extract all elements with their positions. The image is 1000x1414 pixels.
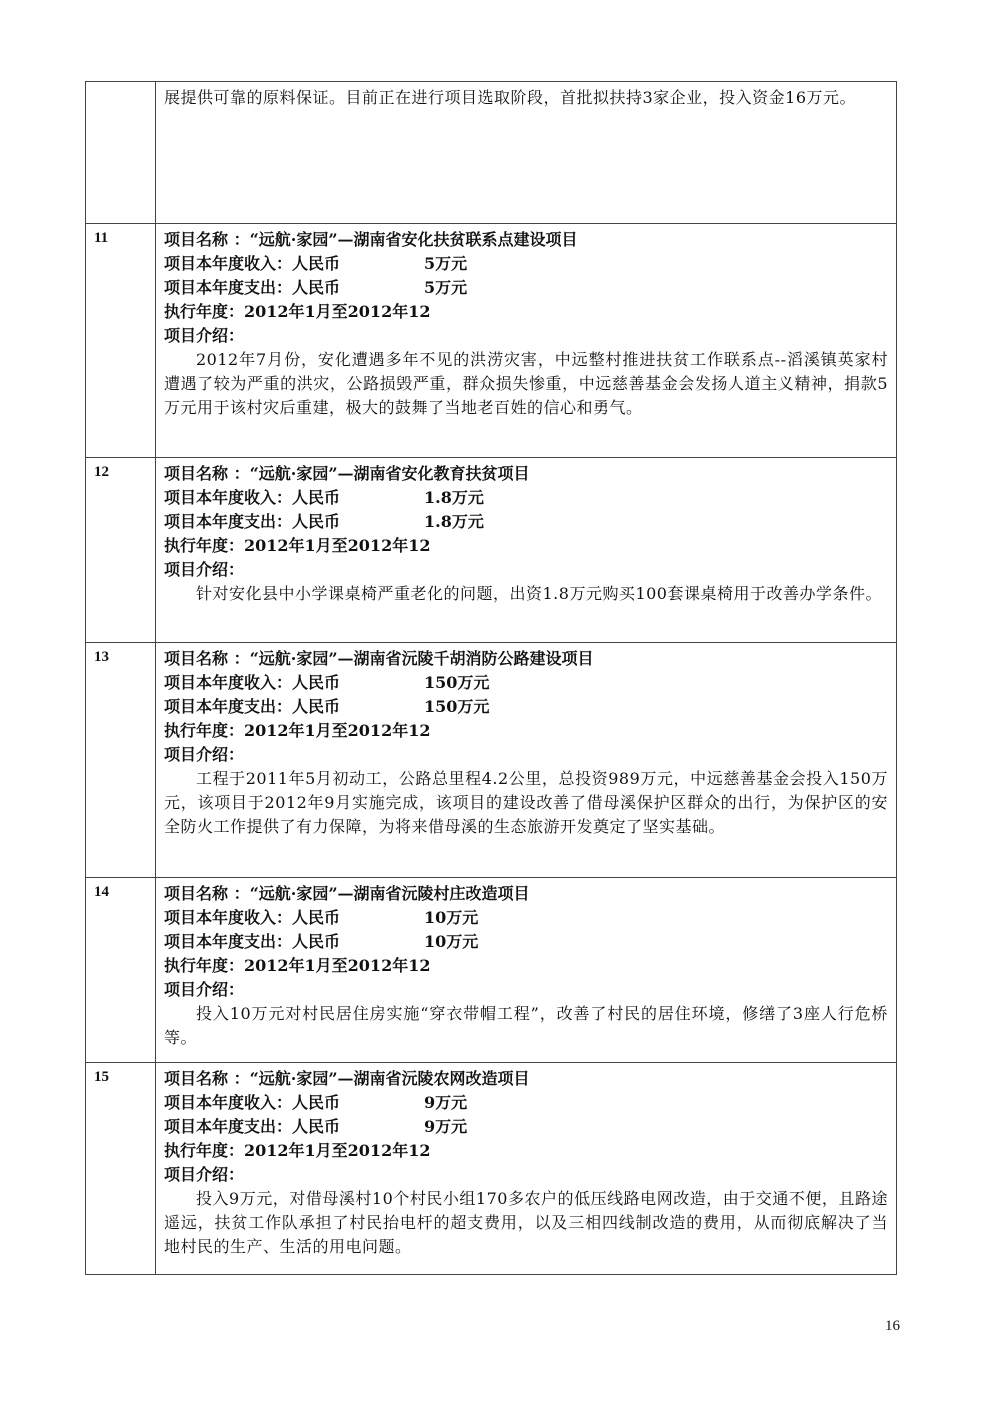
intro-label: 项目介绍：: [164, 560, 245, 579]
project-name: “远航·家园”—湖南省安化教育扶贫项目: [249, 464, 530, 483]
name-label: 项目名称 ：: [164, 1069, 250, 1088]
number-cell: [86, 458, 156, 643]
execution-year: 执行年度：2012年1月至2012年12: [164, 956, 431, 975]
name-label: 项目名称 ：: [164, 649, 250, 668]
income-value: 5万元: [424, 254, 468, 273]
content-cell: [156, 643, 897, 878]
intro-label: 项目介绍：: [164, 326, 245, 345]
execution-year: 执行年度：2012年1月至2012年12: [164, 1141, 431, 1160]
name-label: 项目名称 ：: [164, 464, 250, 483]
content-cell: [156, 224, 897, 458]
income-label: 项目本年度收入：人民币: [164, 908, 341, 927]
intro-text: 针对安化县中小学课桌椅严重老化的问题，出资1.8万元购买100套课桌椅用于改善办学条件。: [196, 584, 882, 603]
table-row: [86, 878, 897, 1063]
number-cell: [86, 878, 156, 1063]
number-cell: [86, 224, 156, 458]
page-number: 16: [885, 1318, 900, 1334]
expense-label: 项目本年度支出：人民币: [164, 932, 341, 951]
income-value: 9万元: [424, 1093, 468, 1112]
content-cell: [156, 458, 897, 643]
income-label: 项目本年度收入：人民币: [164, 488, 341, 507]
content-cell: [156, 1063, 897, 1275]
expense-label: 项目本年度支出：人民币: [164, 697, 341, 716]
intro-label: 项目介绍：: [164, 745, 245, 764]
number-cell: [86, 82, 156, 224]
content-cell: [156, 82, 897, 224]
table-row: [86, 82, 897, 224]
table-row: [86, 643, 897, 878]
expense-value: 10万元: [424, 932, 479, 951]
name-label: 项目名称 ：: [164, 230, 250, 249]
intro-label: 项目介绍：: [164, 1165, 245, 1184]
project-number: 11: [94, 230, 109, 246]
project-name: “远航·家园”—湖南省沅陵村庄改造项目: [249, 884, 530, 903]
expense-label: 项目本年度支出：人民币: [164, 512, 341, 531]
expense-label: 项目本年度支出：人民币: [164, 1117, 341, 1136]
table-row: [86, 1063, 897, 1275]
project-number: 12: [94, 464, 109, 480]
project-number: 15: [94, 1069, 109, 1085]
execution-year: 执行年度：2012年1月至2012年12: [164, 721, 431, 740]
intro-text: 2012年7月份，安化遭遇多年不见的洪涝灾害，中远整村推进扶贫工作联系点--滔溪镇英家村遭遇了较为严重的洪灾，公路损毁严重，群众损失惨重，中远慈善基金会发扬人道主义精神，捐款5万元用于该村灾后重建，极大的鼓舞了当地老百姓的信心和勇气。: [164, 350, 888, 417]
execution-year: 执行年度：2012年1月至2012年12: [164, 536, 431, 555]
project-name: “远航·家园”—湖南省沅陵千胡消防公路建设项目: [249, 649, 594, 668]
projects-table: [85, 81, 897, 1275]
project-name: “远航·家园”—湖南省安化扶贫联系点建设项目: [249, 230, 578, 249]
expense-value: 150万元: [424, 697, 490, 716]
continued-text: 展提供可靠的原料保证。目前正在进行项目选取阶段，首批拟扶持3家企业，投入资金16万元。: [164, 88, 857, 107]
number-cell: [86, 643, 156, 878]
income-value: 150万元: [424, 673, 490, 692]
expense-value: 9万元: [424, 1117, 468, 1136]
expense-value: 5万元: [424, 278, 468, 297]
income-label: 项目本年度收入：人民币: [164, 254, 341, 273]
project-name: “远航·家园”—湖南省沅陵农网改造项目: [249, 1069, 530, 1088]
number-cell: [86, 1063, 156, 1275]
expense-value: 1.8万元: [424, 512, 484, 531]
income-label: 项目本年度收入：人民币: [164, 673, 341, 692]
intro-text: 投入9万元，对借母溪村10个村民小组170多农户的低压线路电网改造，由于交通不便，且路途遥远，扶贫工作队承担了村民抬电杆的超支费用，以及三相四线制改造的费用，从而彻底解决了当地村民的生产、生活的用电问题。: [164, 1189, 888, 1256]
intro-text: 工程于2011年5月初动工，公路总里程4.2公里，总投资989万元，中远慈善基金会投入150万元，该项目于2012年9月实施完成，该项目的建设改善了借母溪保护区群众的出行，为保护区的安全防火工作提供了有力保障，为将来借母溪的生态旅游开发奠定了坚实基础。: [164, 769, 888, 836]
project-number: 14: [94, 884, 109, 900]
intro-label: 项目介绍：: [164, 980, 245, 999]
expense-label: 项目本年度支出：人民币: [164, 278, 341, 297]
intro-text: 投入10万元对村民居住房实施“穿衣带帽工程”，改善了村民的居住环境，修缮了3座人行危桥等。: [164, 1004, 888, 1047]
table-row: [86, 224, 897, 458]
content-cell: [156, 878, 897, 1063]
execution-year: 执行年度：2012年1月至2012年12: [164, 302, 431, 321]
project-number: 13: [94, 649, 109, 665]
name-label: 项目名称 ：: [164, 884, 250, 903]
income-value: 1.8万元: [424, 488, 484, 507]
income-value: 10万元: [424, 908, 479, 927]
table-row: [86, 458, 897, 643]
income-label: 项目本年度收入：人民币: [164, 1093, 341, 1112]
